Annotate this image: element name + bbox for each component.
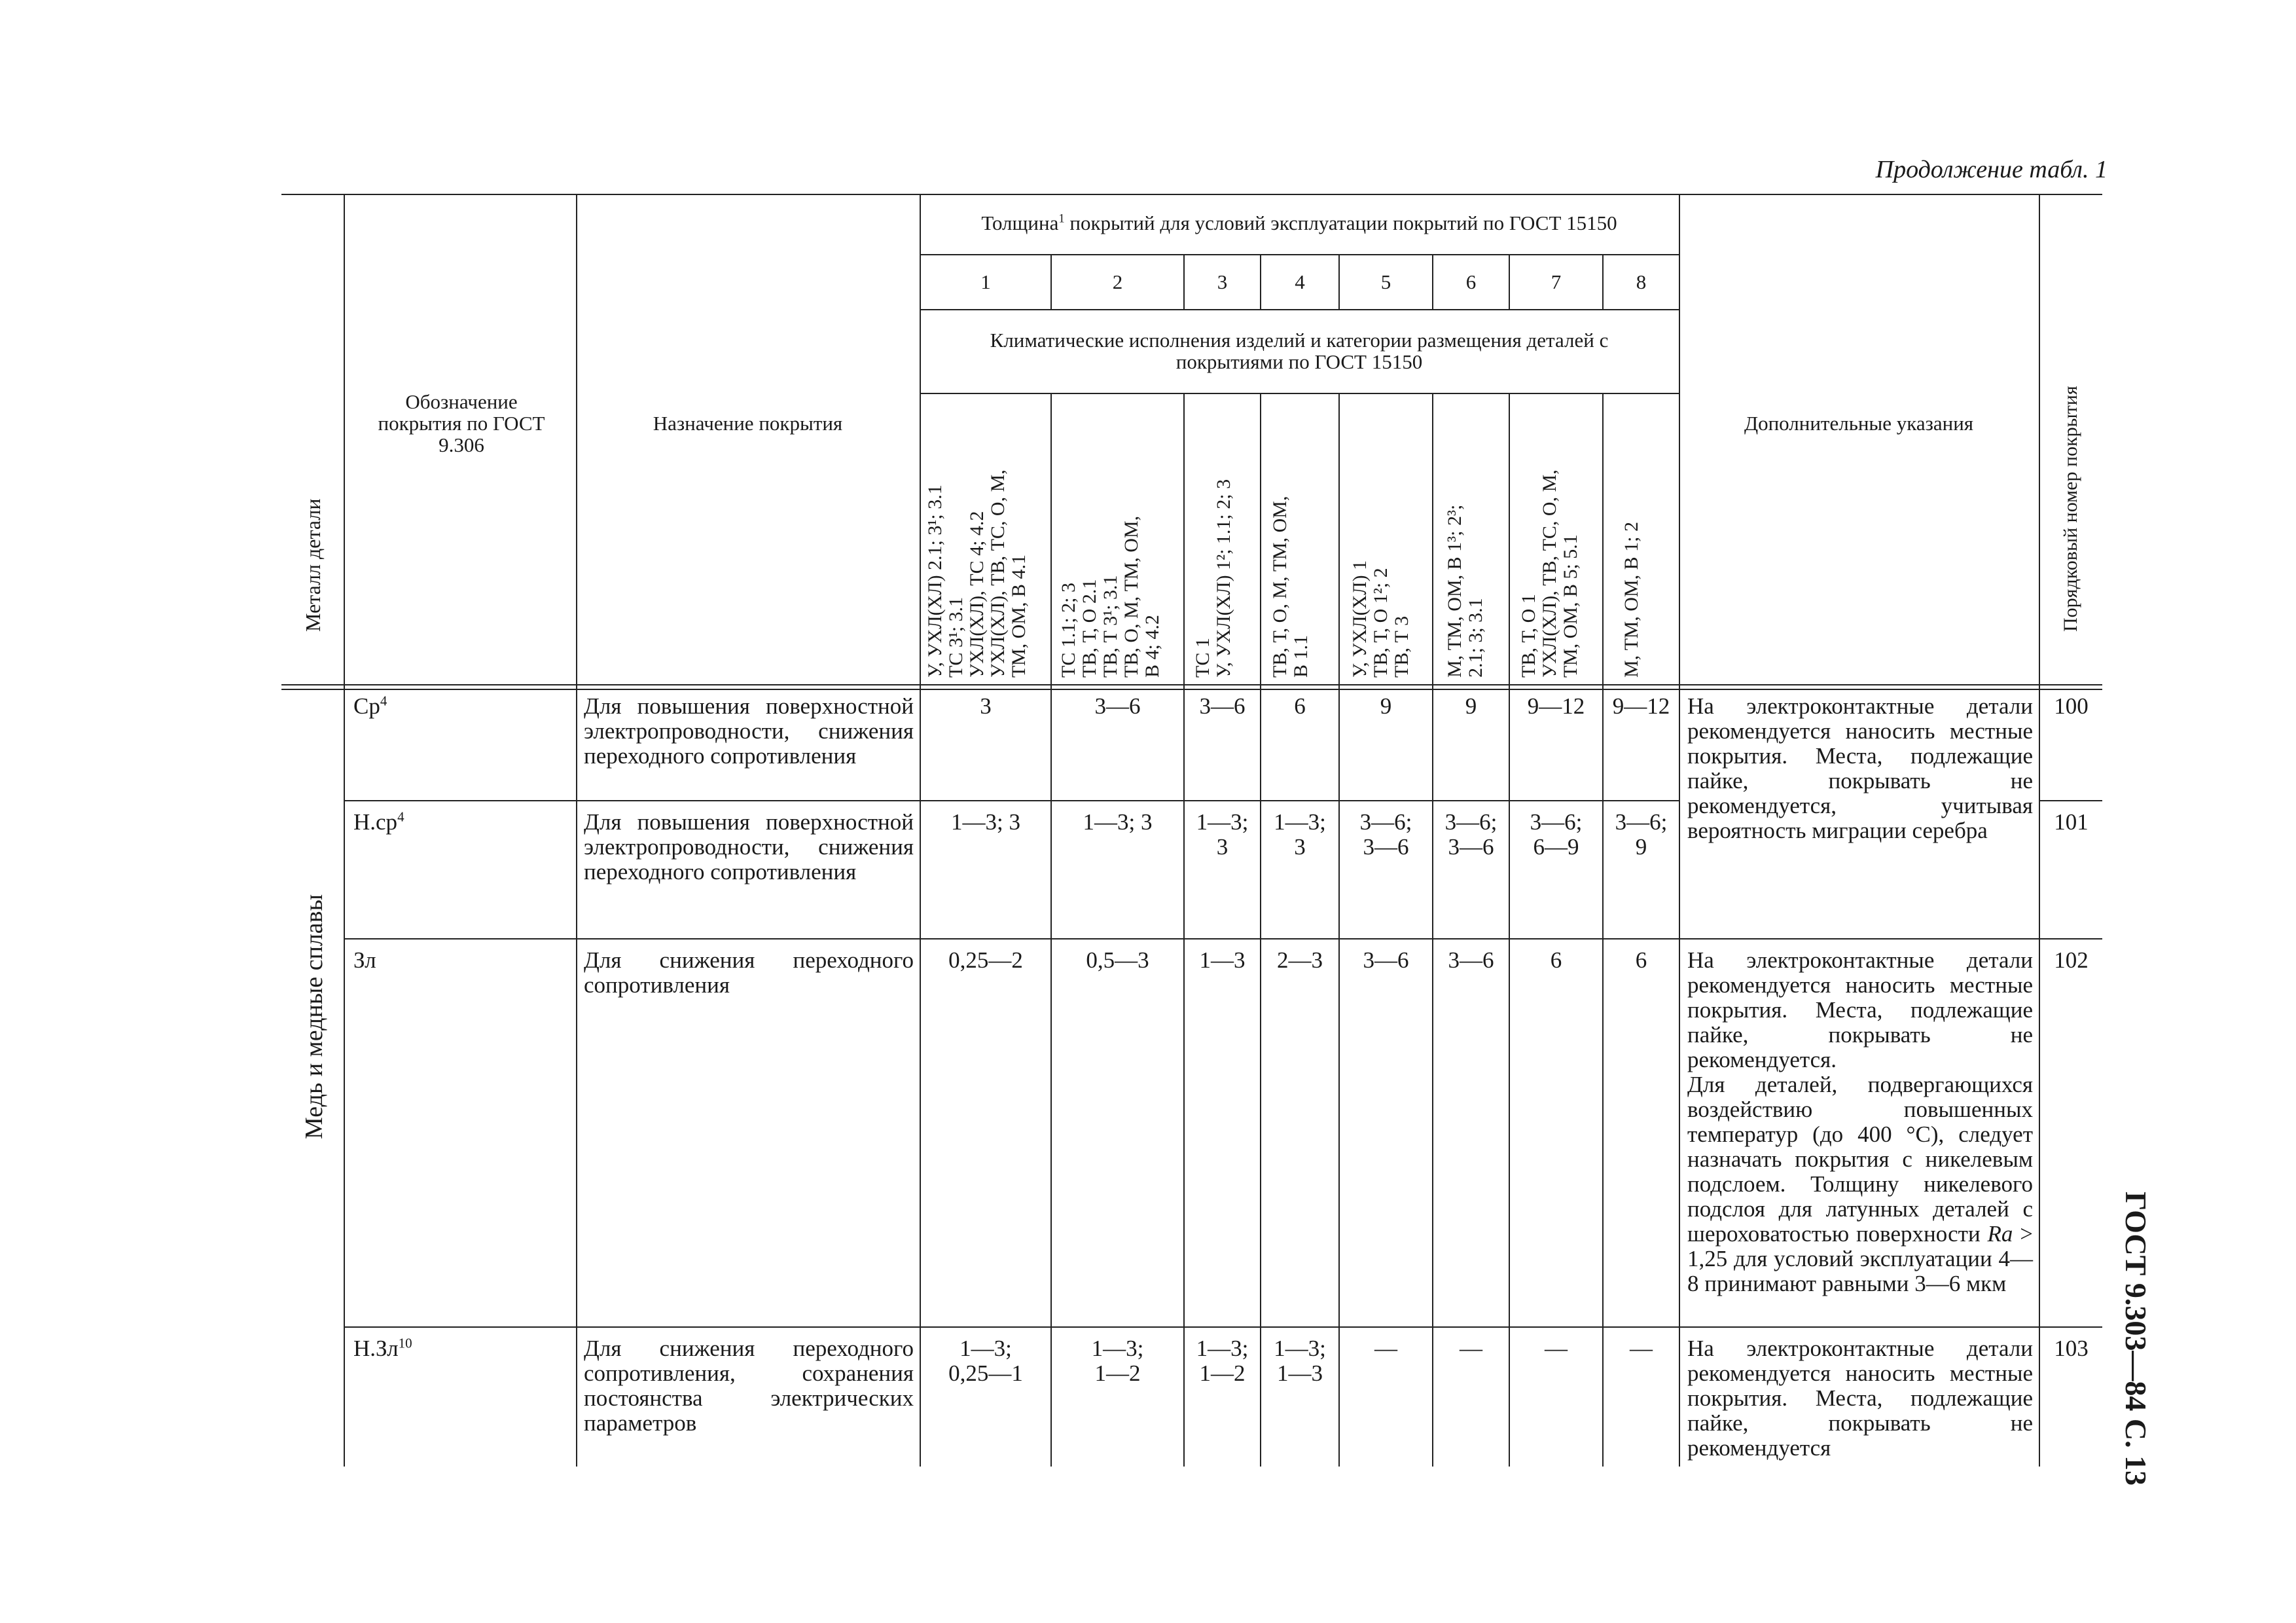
row-100-val-4: 6 [1294, 693, 1306, 719]
row-102-val-8: 6 [1635, 947, 1647, 973]
header-order-number [2060, 386, 2081, 632]
side-running-title-text: ГОСТ 9.303—84 С. 13 [2119, 1192, 2153, 1486]
header-col-7: 7 [1551, 270, 1562, 293]
header-metal [302, 499, 323, 632]
header-thickness [923, 212, 1676, 234]
notes-gold-1: На электроконтактные детали рекомендуется наносить местные покрытия. Места, подлежащие пайке, покрывать не рекомендуется. [1687, 947, 2033, 1072]
row-102-val-3: 1—3 [1199, 947, 1246, 973]
row-102-purpose: Для снижения переходного сопротивления [584, 947, 914, 998]
climate-col-6-line-1: М, ТМ, ОМ, В 1³; 2³; [1444, 504, 1465, 678]
climate-col-3-line-2: У, УХЛ(ХЛ) 1²; 1.1; 2; 3 [1213, 479, 1234, 678]
climate-col-7 [1518, 469, 1581, 678]
col-rule-thickness-end [1679, 194, 1680, 1467]
row-100-code-sup: 4 [380, 693, 387, 709]
climate-col-8-line-1: М, ТМ, ОМ, В 1; 2 [1621, 522, 1642, 678]
col-rule-code [576, 194, 577, 1467]
row-103-code-text: Н.Зл [353, 1336, 399, 1361]
climate-col-5 [1350, 560, 1412, 678]
row-102-val-5: 3—6 [1363, 947, 1409, 973]
row-rule-3 [344, 1326, 2102, 1328]
row-103-code-sup: 10 [398, 1335, 412, 1351]
row-102-val-7: 6 [1550, 947, 1562, 973]
climate-col-6 [1444, 505, 1486, 678]
row-100-number: 100 [2054, 693, 2089, 719]
notes-gold-2-text-b: > 1,25 для условий эксплуатации 4—8 принимают равными 3—6 мкм [1687, 1221, 2033, 1296]
row-101-val-8: 3—6; 9 [1615, 809, 1668, 860]
header-rule-1 [920, 254, 1679, 255]
col-rule-6b [1509, 393, 1510, 1467]
col-rule-2b [1183, 393, 1185, 1467]
row-102-code-text: Зл [353, 947, 376, 973]
col-rule-5b [1432, 393, 1433, 1467]
row-rule-2 [344, 938, 2102, 939]
row-100-val-2: 3—6 [1094, 693, 1141, 719]
climate-col-1-line-5: ТМ, ОМ, В 4.1 [1008, 555, 1030, 678]
climate-col-3 [1193, 479, 1234, 678]
header-thickness-pre: Толщина [981, 211, 1059, 234]
col-rule-7b [1602, 393, 1604, 1467]
climate-col-2 [1058, 516, 1163, 678]
climate-col-2-line-3: ТВ, Т 3¹; 3.1 [1100, 575, 1121, 678]
row-100-val-3: 3—6 [1199, 693, 1246, 719]
header-designation: Обозначение покрытия по ГОСТ 9.306 [378, 390, 545, 456]
row-101-code-text: Н.ср [353, 809, 398, 835]
row-100-val-6: 9 [1465, 693, 1477, 719]
climate-col-4-line-1: ТВ, Т, О, М, ТМ, ОМ, [1269, 496, 1291, 678]
row-103-number: 103 [2054, 1336, 2089, 1361]
group-label-text: Медь и медные сплавы [300, 894, 328, 1139]
row-100-code [353, 694, 387, 719]
climate-col-7-line-1: ТВ, Т, О 1 [1518, 594, 1539, 678]
header-rule-2 [920, 309, 1679, 310]
climate-col-1 [925, 469, 1030, 678]
notes-gold-2-text-a: Для деталей, подвергающихся воздействию повышенных температур (до 400 °С), следует назначать покрытия с никелевым подслоем. Толщину никелевого подслоя для латунных деталей с шероховатостью поверхности [1687, 1072, 2033, 1247]
table-top-rule [281, 194, 2102, 195]
header-rule-3 [920, 393, 1679, 394]
group-label [301, 894, 327, 1139]
row-rule-1 [344, 800, 1679, 801]
row-103-val-4: 1—3; 1—3 [1274, 1336, 1326, 1386]
row-102-val-4: 2—3 [1277, 947, 1323, 973]
continuation-caption: Продолжение табл. 1 [1875, 156, 2108, 183]
table-left-rule [281, 194, 283, 1467]
row-101-val-2: 1—3; 3 [1083, 809, 1153, 835]
climate-col-1-line-2: ТС 3¹; 3.1 [945, 596, 967, 678]
climate-col-5-line-2: ТВ, Т, О 1²; 2 [1370, 568, 1391, 678]
row-102-val-2: 0,5—3 [1086, 947, 1149, 973]
climate-col-4 [1270, 496, 1312, 678]
row-103-val-6: — [1460, 1336, 1482, 1361]
row-103-val-3: 1—3; 1—2 [1196, 1336, 1249, 1386]
header-col-5: 5 [1380, 270, 1391, 293]
row-103-val-8: — [1630, 1336, 1653, 1361]
row-103-code [353, 1336, 412, 1361]
row-103-val-5: — [1374, 1336, 1397, 1361]
climate-col-3-line-1: ТС 1 [1192, 638, 1213, 678]
row-100-val-7: 9—12 [1527, 693, 1585, 719]
row-100-val-1: 3 [980, 693, 992, 719]
row-101-code [353, 810, 404, 835]
notes-gold-2-ra: Ra [1987, 1221, 2013, 1247]
climate-col-2-line-5: В 4; 4.2 [1141, 615, 1163, 678]
row-103-purpose: Для снижения переходного сопротивления, сохранения постоянства электрических параметров [584, 1336, 914, 1436]
row-101-val-5: 3—6; 3—6 [1359, 809, 1412, 860]
climate-col-5-line-3: ТВ, Т 3 [1391, 615, 1412, 678]
col-rule-metal [344, 194, 345, 1467]
header-bottom-rule-b [281, 689, 2102, 690]
header-col-6: 6 [1465, 270, 1477, 293]
row-100-code-text: Ср [353, 693, 380, 719]
row-101-purpose: Для повышения поверхностной электропроводности, снижения переходного сопротивления [584, 809, 914, 884]
header-col-4: 4 [1295, 270, 1305, 293]
climate-col-6-line-2: 2.1; 3; 3.1 [1465, 598, 1486, 678]
row-101-val-3: 1—3; 3 [1196, 809, 1249, 860]
col-rule-1b [1050, 393, 1052, 1467]
row-101-val-1: 1—3; 3 [951, 809, 1020, 835]
header-thickness-post: покрытий для условий эксплуатации покрытий по ГОСТ 15150 [1064, 211, 1617, 234]
header-additional: Дополнительные указания [1744, 412, 1974, 435]
climate-col-4-line-2: В 1.1 [1290, 634, 1312, 678]
row-101-val-4: 1—3; 3 [1274, 809, 1326, 860]
climate-col-1-line-4: УХЛ(ХЛ), ТВ, ТС, О, М, [987, 469, 1009, 678]
row-101-number: 101 [2054, 809, 2089, 835]
notes-silver: На электроконтактные детали рекомендуется наносить местные покрытия. Места, подлежащие пайке, покрывать не рекомендуется, учитывая вероятность миграции серебра [1687, 693, 2033, 843]
header-metal-text: Металл детали [301, 498, 325, 632]
header-col-8: 8 [1636, 270, 1647, 293]
row-101-val-7: 3—6; 6—9 [1530, 809, 1583, 860]
row-102-val-6: 3—6 [1448, 947, 1494, 973]
header-climate: Климатические исполнения изделий и категории размещения деталей с покрытиями по ГОСТ 15150 [990, 329, 1609, 373]
row-103-val-2: 1—3; 1—2 [1091, 1336, 1144, 1386]
climate-col-1-line-1: У, УХЛ(ХЛ) 2.1; 3¹; 3.1 [924, 484, 946, 678]
climate-col-7-line-2: УХЛ(ХЛ), ТВ, ТС, О, М, [1539, 469, 1560, 678]
row-101-val-6: 3—6; 3—6 [1444, 809, 1498, 860]
climate-col-2-line-1: ТС 1.1; 2; 3 [1058, 582, 1079, 678]
climate-col-7-line-3: ТМ, ОМ, В 5; 5.1 [1560, 534, 1581, 678]
row-102-val-1: 0,25—2 [948, 947, 1023, 973]
side-running-title [2119, 1192, 2153, 1597]
row-100-purpose: Для повышения поверхностной электропроводности, снижения переходного сопротивления [584, 693, 914, 769]
header-col-3: 3 [1217, 270, 1228, 293]
header-col-2: 2 [1112, 270, 1123, 293]
row-101-code-sup: 4 [397, 809, 404, 825]
notes-nickel-gold: На электроконтактные детали рекомендуется наносить местные покрытия. Места, подлежащие пайке, покрывать не рекомендуется [1687, 1336, 2033, 1461]
row-103-val-1: 1—3; 0,25—1 [948, 1336, 1023, 1386]
row-102-number: 102 [2054, 947, 2089, 973]
header-order-number-text: Порядковый номер покрытия [2060, 386, 2081, 632]
header-col-1: 1 [980, 270, 991, 293]
climate-col-5-line-1: У, УХЛ(ХЛ) 1 [1349, 560, 1371, 678]
col-rule-4b [1338, 393, 1340, 1467]
row-100-val-5: 9 [1380, 693, 1392, 719]
header-purpose: Назначение покрытия [653, 412, 843, 435]
row-100-val-8: 9—12 [1612, 693, 1670, 719]
header-bottom-rule-a [281, 684, 2102, 685]
row-103-val-7: — [1545, 1336, 1568, 1361]
row-rule-1b [2039, 800, 2102, 801]
climate-col-2-line-2: ТВ, Т, О 2.1 [1079, 579, 1100, 678]
header-thickness-sup: 1 [1058, 211, 1065, 226]
climate-col-2-line-4: ТВ, О, М, ТМ, ОМ, [1121, 515, 1142, 678]
climate-col-8 [1621, 522, 1642, 678]
col-rule-3b [1260, 393, 1261, 1467]
row-102-code [353, 948, 376, 973]
notes-gold-2 [1687, 1072, 2033, 1296]
climate-col-1-line-3: УХЛ(ХЛ), ТС 4; 4.2 [966, 511, 988, 678]
